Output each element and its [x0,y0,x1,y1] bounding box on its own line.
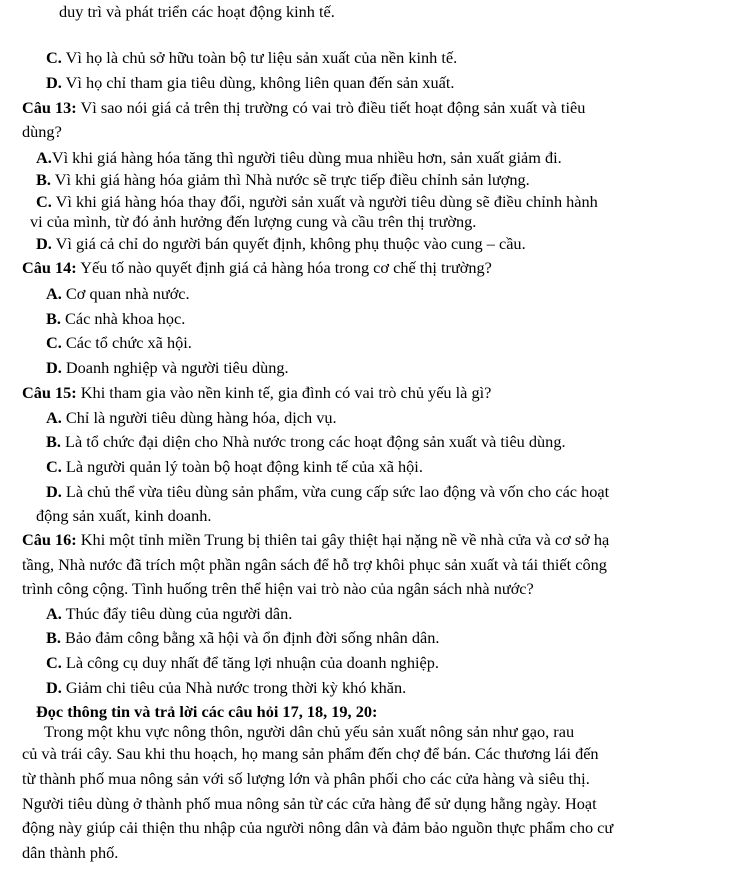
q13-option-a [36,148,562,168]
option-text: Giảm chi tiêu của Nhà nước trong thời kỳ khó khăn. [61,678,407,697]
option-text: Thúc đẩy tiêu dùng của người dân. [61,604,293,623]
q12-option-c [46,48,457,68]
option-text: Bảo đảm công bằng xã hội và ổn định đời sống nhân dân. [60,628,440,647]
option-text: Là chủ thể vừa tiêu dùng sản phẩm, vừa cung cấp sức lao động và vốn cho các hoạt [61,482,610,501]
option-key: A. [36,148,52,167]
q16-stem-cont: tầng, Nhà nước đã trích một phần ngân sách để hỗ trợ khôi phục sản xuất và tái thiết công [22,555,607,574]
option-key: B. [46,432,61,451]
q14-stem [22,258,492,278]
option-text: Là tổ chức đại diện cho Nhà nước trong các hoạt động sản xuất và tiêu dùng. [60,432,566,451]
q16-option-a [46,604,292,624]
option-text: Các tổ chức xã hội. [61,333,192,352]
q13-option-b [36,170,530,190]
reading-heading [36,702,377,722]
q15-option-c [46,457,423,477]
q13-stem-cont: dùng? [22,122,62,141]
option-key: B. [46,628,61,647]
question-label: Câu 13: [22,98,77,117]
reading-paragraph-line: Người tiêu dùng ở thành phố mua nông sản từ các cửa hàng để sử dụng hằng ngày. Hoạt [22,794,597,813]
text-line: duy trì và phát triển các hoạt động kinh tế. [59,2,335,21]
option-key: C. [36,192,52,211]
option-key: D. [46,482,62,501]
q12-option-d [46,73,454,93]
q16-option-b [46,628,439,648]
option-key: C. [46,653,62,672]
reading-paragraph-line: từ thành phố mua nông sản với số lượng lớn và phân phối cho các cửa hàng và siêu thị. [22,769,590,788]
question-label: Câu 15: [22,383,77,402]
option-text: Là công cụ duy nhất để tăng lợi nhuận của doanh nghiệp. [61,653,439,672]
q16-stem-cont: trình công cộng. Tình huống trên thể hiện vai trò nào của ngân sách nhà nước? [22,579,534,598]
option-text: Vì họ chỉ tham gia tiêu dùng, không liên quan đến sản xuất. [61,73,455,92]
reading-paragraph-line: dân thành phố. [22,843,119,862]
q13-option-c [36,192,598,212]
q15-option-b [46,432,566,452]
q15-option-d-cont: động sản xuất, kinh doanh. [36,506,212,525]
option-text: Các nhà khoa học. [60,309,186,328]
option-key: A. [46,604,62,623]
q14-option-d [46,358,289,378]
q13-option-d [36,234,526,254]
question-label: Câu 14: [22,258,77,277]
option-text: Vì khi giá hàng hóa thay đổi, người sản xuất và người tiêu dùng sẽ điều chỉnh hành [51,192,598,211]
q16-option-c [46,653,439,673]
option-key: B. [46,309,61,328]
option-text: Chỉ là người tiêu dùng hàng hóa, dịch vụ. [61,408,337,427]
option-text: Cơ quan nhà nước. [61,284,190,303]
option-text: Vì họ là chủ sở hữu toàn bộ tư liệu sản xuất của nền kinh tế. [61,48,458,67]
q16-stem [22,530,609,550]
option-key: D. [46,358,62,377]
option-key: D. [46,73,62,92]
q13-stem [22,98,585,118]
option-text: Vì khi giá hàng hóa giảm thì Nhà nước sẽ trực tiếp điều chỉnh sản lượng. [50,170,530,189]
q14-option-c [46,333,192,353]
q15-stem [22,383,491,403]
option-text: Vì khi giá hàng hóa tăng thì người tiêu dùng mua nhiều hơn, sản xuất giảm đi. [51,148,562,167]
option-key: A. [46,408,62,427]
option-text: Doanh nghiệp và người tiêu dùng. [61,358,289,377]
option-text: Là người quản lý toàn bộ hoạt động kinh tế của xã hội. [61,457,423,476]
option-key: D. [36,234,52,253]
option-key: B. [36,170,51,189]
option-text: Vì giá cả chỉ do người bán quyết định, không phụ thuộc vào cung – cầu. [51,234,526,253]
question-label: Câu 16: [22,530,77,549]
q16-option-d [46,678,406,698]
q13-option-c-cont: vi của mình, từ đó ảnh hưởng đến lượng cung và cầu trên thị trường. [30,212,477,231]
question-text: Yếu tố nào quyết định giá cả hàng hóa trong cơ chế thị trường? [76,258,492,277]
reading-heading-text: Đọc thông tin và trả lời các câu hỏi 17, 18, 19, 20: [36,702,378,721]
option-key: A. [46,284,62,303]
q14-option-b [46,309,185,329]
question-text: Vì sao nói giá cả trên thị trường có vai trò điều tiết hoạt động sản xuất và tiêu [76,98,586,117]
reading-paragraph-line: Trong một khu vực nông thôn, người dân chủ yếu sản xuất nông sản như gạo, rau [44,722,575,741]
q14-option-a [46,284,190,304]
option-key: C. [46,48,62,67]
question-text: Khi một tỉnh miền Trung bị thiên tai gây thiệt hại nặng nề về nhà cửa và cơ sở hạ [76,530,610,549]
reading-paragraph-line: động này giúp cải thiện thu nhập của người nông dân và đảm bảo nguồn thực phẩm cho cư [22,818,614,837]
option-key: C. [46,333,62,352]
question-text: Khi tham gia vào nền kinh tế, gia đình có vai trò chủ yếu là gì? [76,383,492,402]
reading-paragraph-line: củ và trái cây. Sau khi thu hoạch, họ mang sản phẩm đến chợ để bán. Các thương lái đến [22,744,599,763]
option-key: C. [46,457,62,476]
q15-option-d [46,482,609,502]
q15-option-a [46,408,337,428]
option-key: D. [46,678,62,697]
